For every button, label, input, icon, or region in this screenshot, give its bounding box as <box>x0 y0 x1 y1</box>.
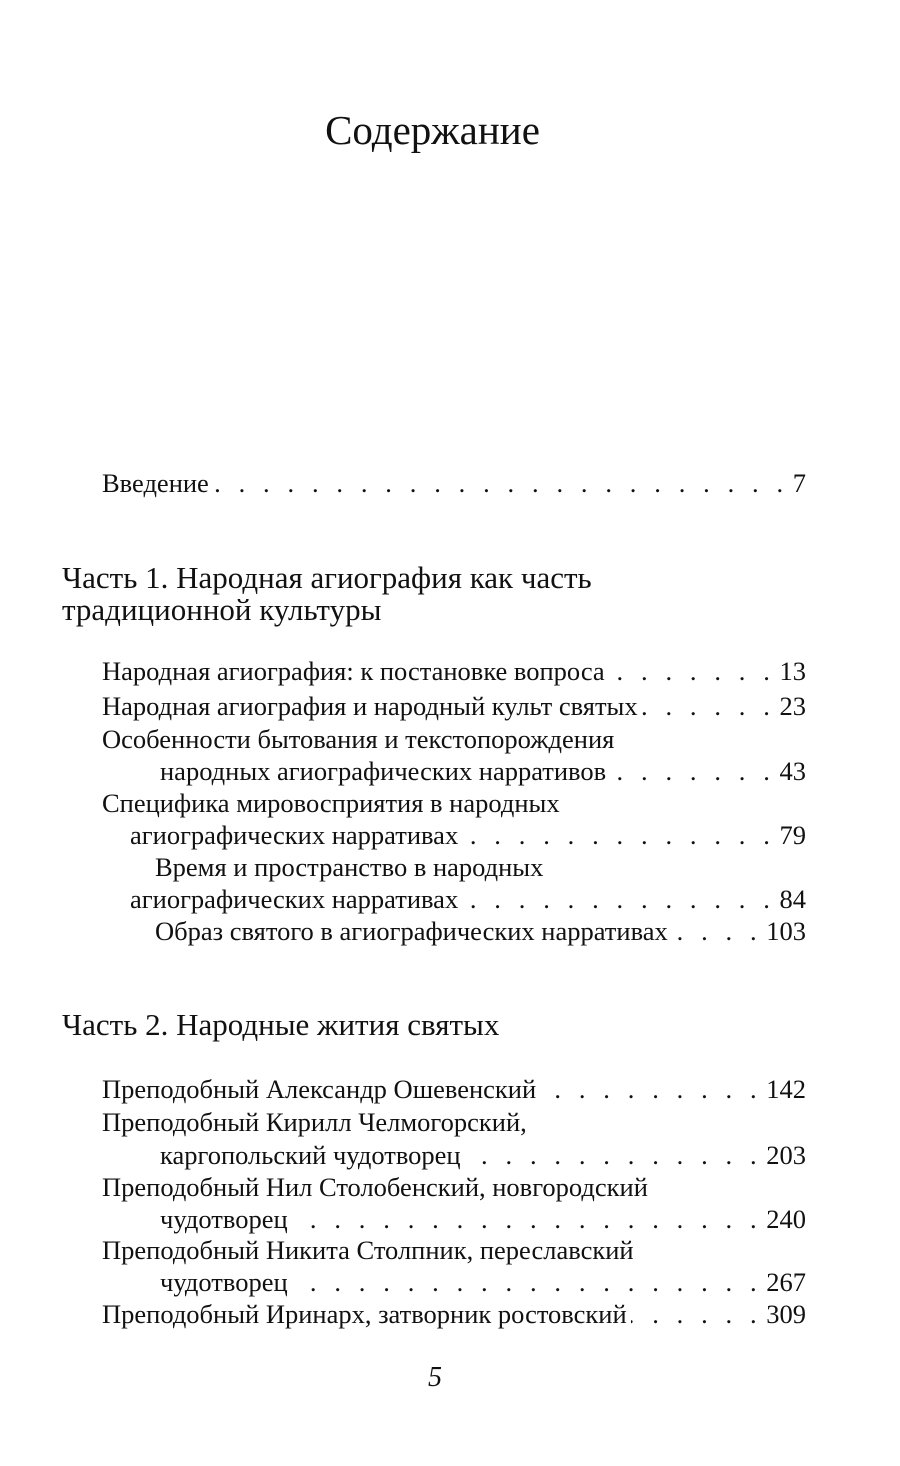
entry-page: 7 <box>792 468 806 498</box>
dot-leader <box>292 1203 763 1235</box>
entry-text: Время и пространство в народных <box>155 852 544 882</box>
entry-text: агиографических нарративах <box>130 884 459 914</box>
toc-entry[interactable] <box>102 1073 806 1105</box>
entry-page: 240 <box>766 1204 806 1234</box>
entry-text: Особенности бытования и текстопорождения <box>102 724 615 754</box>
dot-leader <box>642 690 776 722</box>
toc-entry-line2[interactable] <box>160 755 806 787</box>
entry-text: Преподобный Иринарх, затворник ростовский <box>102 1299 627 1329</box>
entry-text: Специфика мировосприятия в народных <box>102 788 560 818</box>
entry-page: 23 <box>779 691 806 721</box>
toc-subentry-line2[interactable] <box>130 883 806 915</box>
page-title: Содержание <box>325 107 540 153</box>
dot-leader <box>540 1073 762 1105</box>
toc-entry[interactable] <box>102 1298 806 1330</box>
dot-leader <box>672 915 763 947</box>
entry-text: Преподобный Александр Ошевенский <box>102 1074 537 1104</box>
dot-leader <box>462 819 775 851</box>
toc-entry-line1[interactable] <box>102 723 806 755</box>
part1-heading-line1: Часть 1. Народная агиография как часть <box>62 560 592 595</box>
toc-entry-line2[interactable] <box>160 1203 806 1235</box>
entry-text: Преподобный Никита Столпник, переславский <box>102 1235 634 1265</box>
part2-heading: Часть 2. Народные жития святых <box>62 1007 500 1042</box>
toc-entry-intro[interactable] <box>102 467 806 499</box>
entry-text: Народная агиография и народный культ святых <box>102 691 638 721</box>
entry-text: каргопольский чудотворец <box>160 1140 461 1170</box>
entry-text: Народная агиография: к постановке вопроса <box>102 656 605 686</box>
entry-text: Введение <box>102 468 209 498</box>
dot-leader <box>213 467 789 499</box>
page-number: 5 <box>428 1362 442 1393</box>
toc-entry-line1[interactable] <box>102 1171 806 1203</box>
toc-entry-line2[interactable] <box>160 1139 806 1171</box>
entry-page: 103 <box>766 916 806 946</box>
toc-entry-line1[interactable] <box>102 1234 806 1266</box>
toc-subentry[interactable] <box>155 915 806 947</box>
entry-page: 309 <box>766 1299 806 1329</box>
dot-leader <box>609 655 776 687</box>
entry-text: Преподобный Кирилл Челмогорский, <box>102 1107 527 1137</box>
entry-page: 84 <box>779 884 806 914</box>
entry-text: народных агиографических нарративов <box>160 756 607 786</box>
dot-leader <box>631 1298 763 1330</box>
toc-entry-line1[interactable] <box>102 1106 806 1138</box>
entry-page: 79 <box>779 820 806 850</box>
entry-text: Образ святого в агиографических нарративах <box>155 916 668 946</box>
toc-entry-line2[interactable] <box>160 1266 806 1298</box>
toc-subentry-line1[interactable] <box>155 851 806 883</box>
entry-page: 142 <box>766 1074 806 1104</box>
entry-page: 267 <box>766 1267 806 1297</box>
toc-entry[interactable] <box>102 690 806 722</box>
entry-page: 13 <box>779 656 806 686</box>
entry-text: агиографических нарративах <box>130 820 459 850</box>
dot-leader <box>292 1266 763 1298</box>
entry-text: чудотворец <box>160 1267 288 1297</box>
toc-entry-line1[interactable] <box>102 787 806 819</box>
dot-leader <box>610 755 775 787</box>
entry-text: Преподобный Нил Столобенский, новгородский <box>102 1172 648 1202</box>
toc-entry[interactable] <box>102 655 806 687</box>
dot-leader <box>462 883 775 915</box>
dot-leader <box>465 1139 763 1171</box>
entry-text: чудотворец <box>160 1204 288 1234</box>
entry-page: 43 <box>779 756 806 786</box>
toc-entry-line2[interactable] <box>130 819 806 851</box>
part1-heading-line2: традиционной культуры <box>62 592 382 627</box>
entry-page: 203 <box>766 1140 806 1170</box>
